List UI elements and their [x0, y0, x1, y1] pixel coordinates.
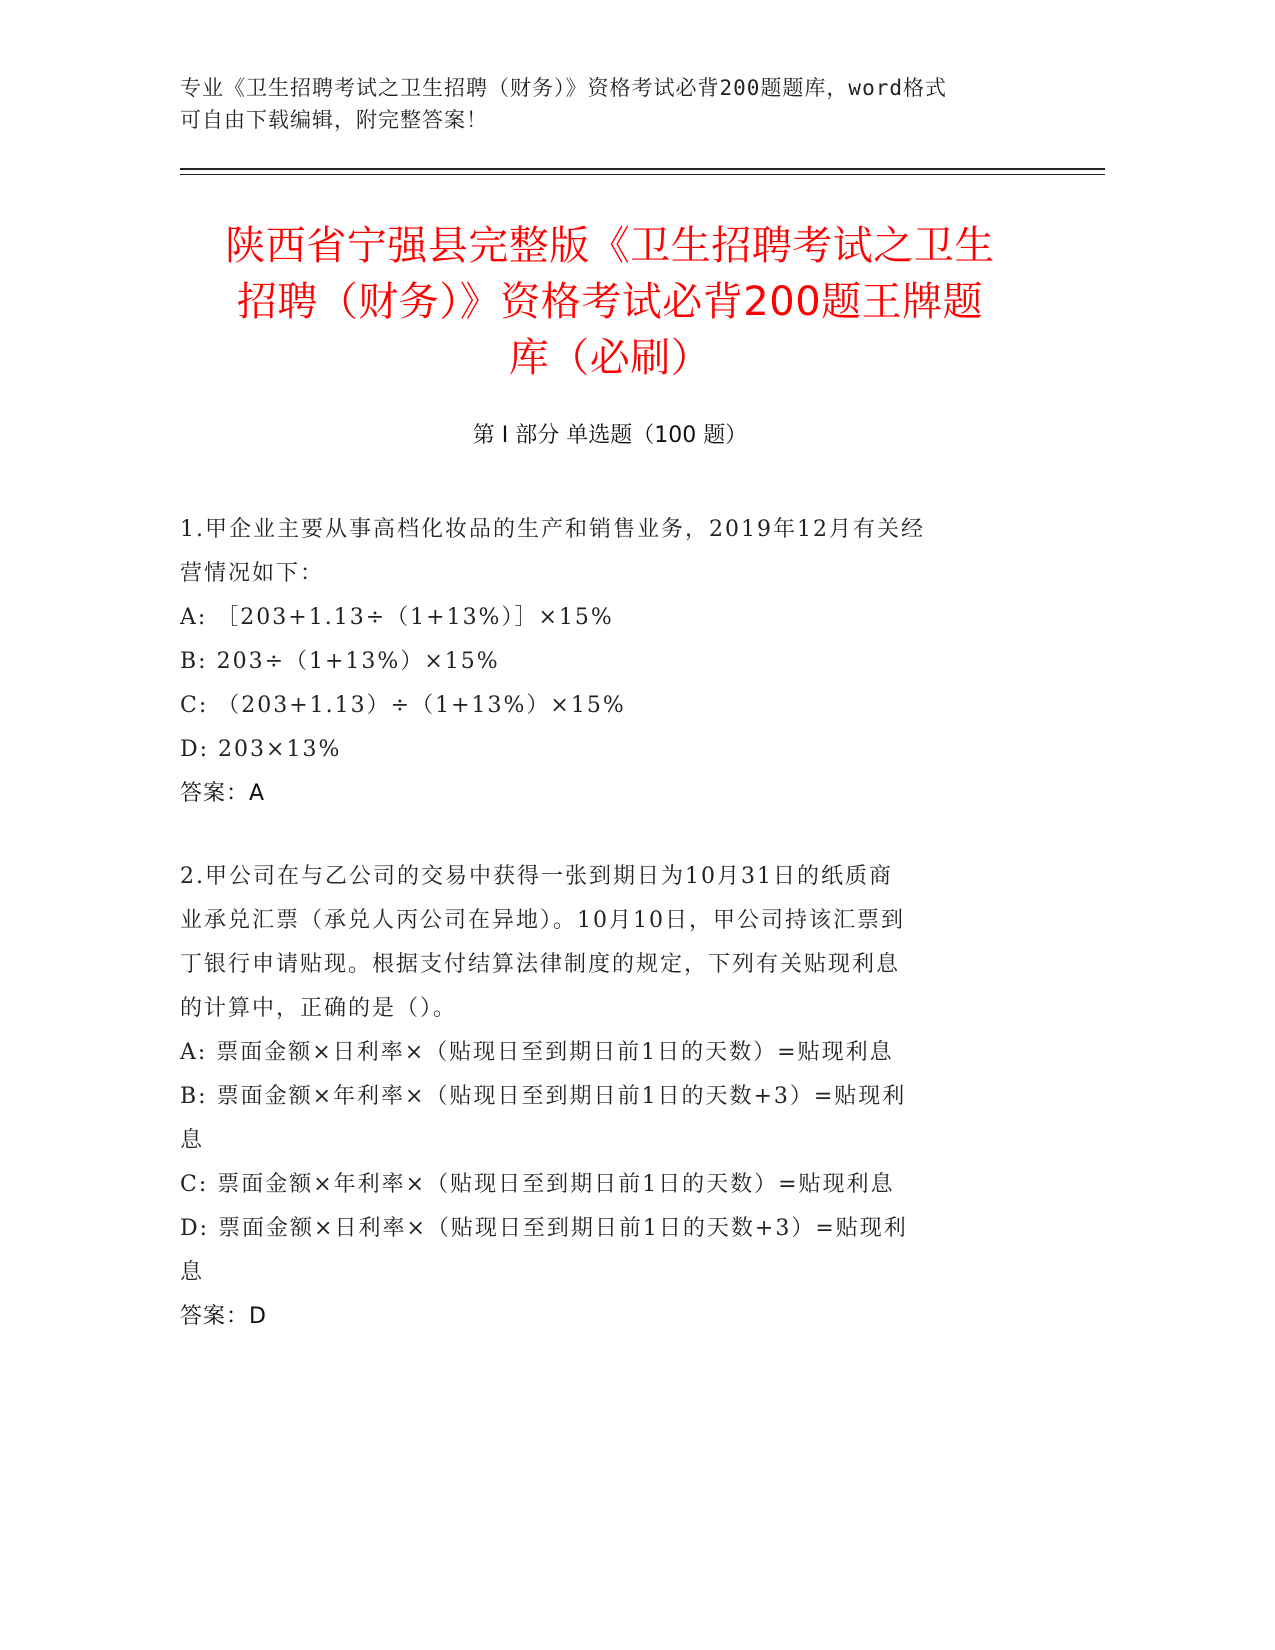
question-2 [180, 855, 1040, 1339]
question-stem-line: 业承兑汇票（承兑人丙公司在异地）。10月10日，甲公司持该汇票到 [180, 908, 905, 933]
question-stem-line: 2.甲公司在与乙公司的交易中获得一张到期日为10月31日的纸质商 [180, 864, 893, 889]
header-divider-thick [180, 168, 1105, 170]
question-1 [180, 508, 1040, 816]
question-stem-line: 营情况如下： [180, 561, 325, 586]
header-note [180, 72, 1040, 136]
header-note-line: 可自由下载编辑，附完整答案！ [180, 108, 488, 132]
question-stem-line: 丁银行申请贴现。根据支付结算法律制度的规定，下列有关贴现利息 [180, 952, 901, 977]
answer-label: 答案：A [180, 781, 266, 806]
option-b-continuation: 息 [180, 1128, 205, 1153]
answer-label: 答案：D [180, 1304, 267, 1329]
header-note-line: 专业《卫生招聘考试之卫生招聘（财务）》资格考试必背200题题库，word格式 [180, 76, 947, 100]
option-a: A: ［203+1.13÷（1+13%）］×15% [180, 605, 614, 630]
option-b: B: 203÷（1+13%）×15% [180, 649, 500, 674]
option-a: A: 票面金额×日利率×（贴现日至到期日前1日的天数）=贴现利息 [180, 1040, 894, 1065]
question-stem-line: 1.甲企业主要从事高档化妆品的生产和销售业务，2019年12月有关经 [180, 517, 925, 542]
document-title-line: 陕西省宁强县完整版《卫生招聘考试之卫生 [225, 223, 995, 269]
section-title: 第 I 部分 单选题（100 题） [472, 423, 748, 448]
document-title [160, 218, 1060, 386]
option-d: D: 票面金额×日利率×（贴现日至到期日前1日的天数+3）=贴现利 [180, 1216, 908, 1241]
option-d-continuation: 息 [180, 1260, 205, 1285]
header-divider-thin [180, 174, 1105, 175]
option-b: B: 票面金额×年利率×（贴现日至到期日前1日的天数+3）=贴现利 [180, 1084, 907, 1109]
document-title-line: 库（必刷） [508, 335, 712, 381]
question-stem-line: 的计算中，正确的是（）。 [180, 996, 458, 1021]
option-c: C: 票面金额×年利率×（贴现日至到期日前1日的天数）=贴现利息 [180, 1172, 895, 1197]
document-title-line: 招聘（财务）》资格考试必背200题王牌题 [236, 279, 984, 325]
option-c: C: （203+1.13）÷（1+13%）×15% [180, 693, 626, 718]
option-d: D: 203×13% [180, 737, 342, 762]
